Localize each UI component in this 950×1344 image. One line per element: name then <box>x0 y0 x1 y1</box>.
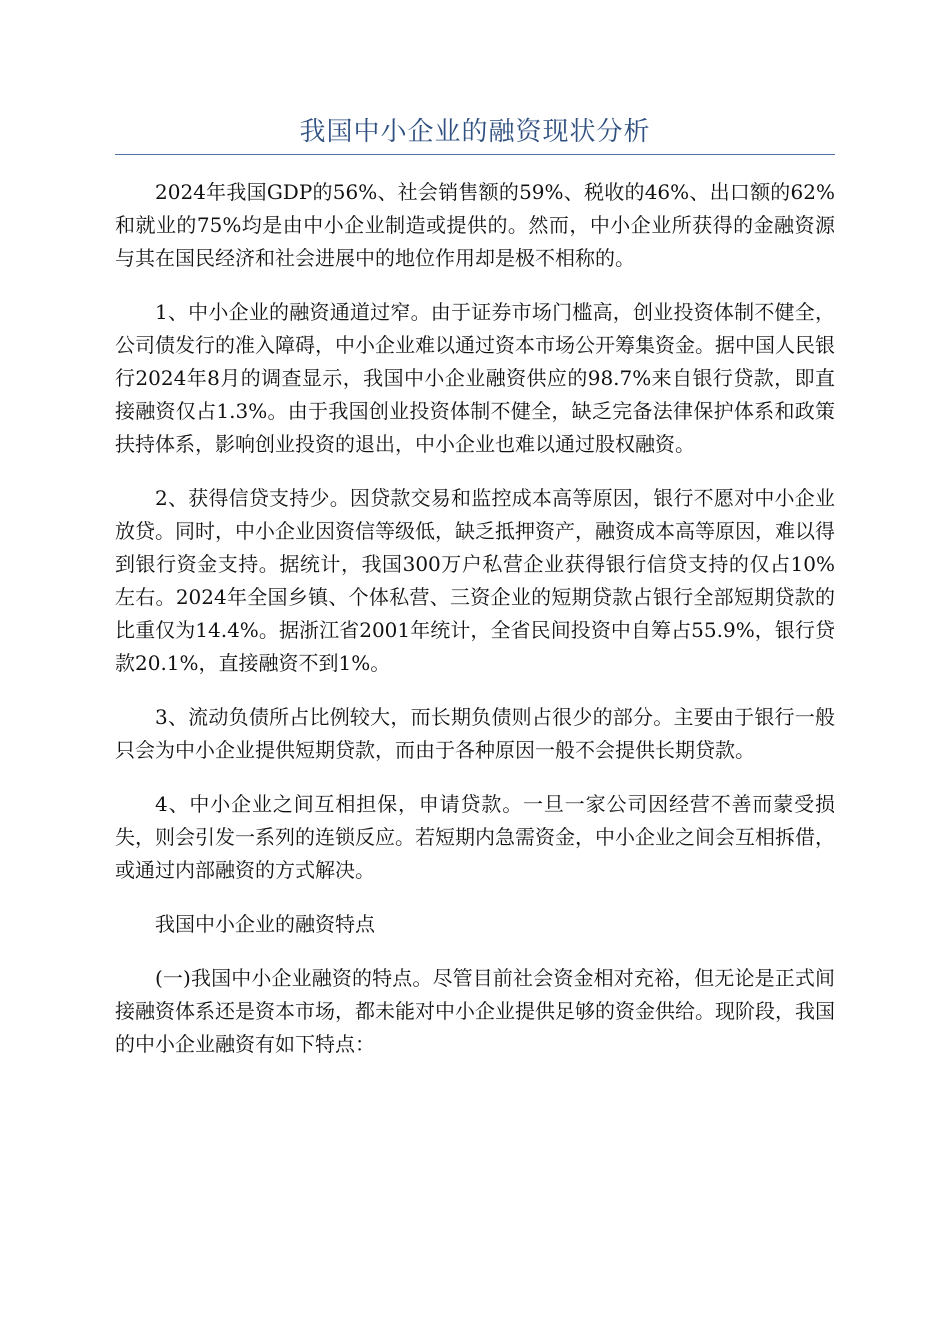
document-body <box>115 176 835 1082</box>
paragraph-point-3: 3、流动负债所占比例较大，而长期负债则占很少的部分。主要由于银行一般只会为中小企业提供短期贷款，而由于各种原因一般不会提供长期贷款。 <box>115 705 835 762</box>
section-heading: 我国中小企业的融资特点 <box>155 912 375 936</box>
paragraph-point-1: 1、中小企业的融资通道过窄。由于证券市场门槛高，创业投资体制不健全，公司债发行的准入障碍，中小企业难以通过资本市场公开筹集资金。据中国人民银行2024年8月的调查显示，我国中小企业融资供应的98.7%来自银行贷款，即直接融资仅占1.3%。由于我国创业投资体制不健全，缺乏完备法律保护体系和政策扶持体系，影响创业投资的退出，中小企业也难以通过股权融资。 <box>115 300 835 456</box>
paragraph-intro: 2024年我国GDP的56%、社会销售额的59%、税收的46%、出口额的62%和就业的75%均是由中小企业制造或提供的。然而，中小企业所获得的金融资源与其在国民经济和社会进展中的地位作用却是极不相称的。 <box>115 180 835 270</box>
title-underline <box>115 154 835 155</box>
paragraph-point-4: 4、中小企业之间互相担保，申请贷款。一旦一家公司因经营不善而蒙受损失，则会引发一系列的连锁反应。若短期内急需资金，中小企业之间会互相拆借，或通过内部融资的方式解决。 <box>115 792 835 882</box>
paragraph-point-2: 2、获得信贷支持少。因贷款交易和监控成本高等原因，银行不愿对中小企业放贷。同时，中小企业因资信等级低，缺乏抵押资产，融资成本高等原因，难以得到银行资金支持。据统计，我国300万户私营企业获得银行信贷支持的仅占10%左右。2024年全国乡镇、个体私营、三资企业的短期贷款占银行全部短期贷款的比重仅为14.4%。据浙江省2001年统计，全省民间投资中自筹占55.9%，银行贷款20.1%，直接融资不到1%。 <box>115 486 835 675</box>
document-title: 我国中小企业的融资现状分析 <box>299 117 651 147</box>
paragraph-section-1: (一)我国中小企业融资的特点。尽管目前社会资金相对充裕，但无论是正式间接融资体系还是资本市场，都未能对中小企业提供足够的资金供给。现阶段，我国的中小企业融资有如下特点： <box>115 966 835 1056</box>
